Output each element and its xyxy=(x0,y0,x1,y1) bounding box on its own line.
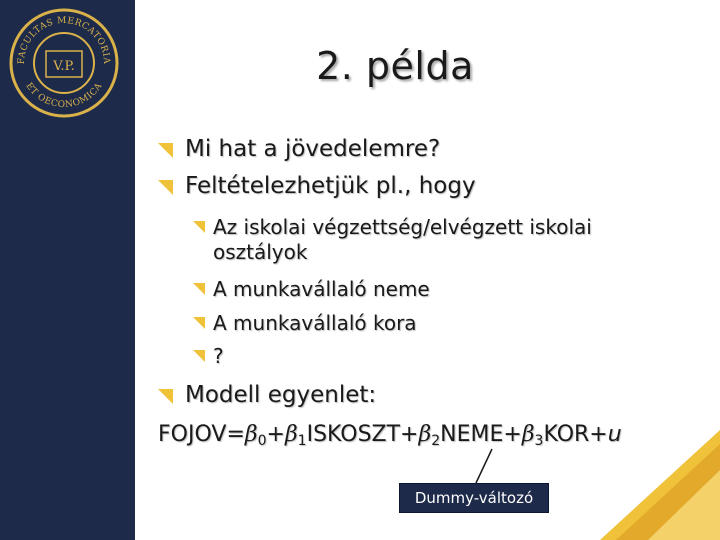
svg-text:FACULTAS MERCATORIA: FACULTAS MERCATORIA xyxy=(16,15,112,65)
sub-bullet-unknown xyxy=(193,344,653,369)
svg-text:ET OECONOMICA: ET OECONOMICA xyxy=(23,81,105,111)
bullet-arrow-icon xyxy=(193,350,205,362)
university-seal-logo xyxy=(8,7,120,119)
subscript: 2 xyxy=(431,433,441,449)
subscript: 1 xyxy=(297,433,307,449)
bullet-arrow-icon xyxy=(158,143,173,158)
beta-symbol: β xyxy=(521,422,535,447)
bullet-assumption xyxy=(158,173,476,199)
model-equation xyxy=(158,422,622,449)
bullet-text: Modell egyenlet: xyxy=(185,382,377,408)
bullet-arrow-icon xyxy=(158,389,173,404)
subscript: 3 xyxy=(534,433,544,449)
sub-bullet-age xyxy=(193,311,653,336)
bullet-question xyxy=(158,136,440,162)
sub-bullet-text: ? xyxy=(213,344,224,368)
slide-title: 2. példa xyxy=(316,44,474,88)
beta-symbol: β xyxy=(244,422,258,447)
equation-term: ISKOSZT+ xyxy=(306,422,419,447)
bullet-model xyxy=(158,382,376,408)
sub-bullet-text: A munkavállaló kora xyxy=(213,311,417,335)
sub-bullet-text: A munkavállaló neme xyxy=(213,277,430,301)
plus-sign: + xyxy=(266,422,285,447)
sub-bullet-text: Az iskolai végzettség/elvégzett iskolai osztályok xyxy=(213,215,592,264)
beta-symbol: β xyxy=(284,422,298,447)
sub-bullet-education xyxy=(193,215,653,265)
bullet-text: Mi hat a jövedelemre? xyxy=(185,136,441,162)
subscript: 0 xyxy=(257,433,267,449)
bullet-text: Feltételezhetjük pl., hogy xyxy=(185,173,476,199)
equation-lhs: FOJOV= xyxy=(158,422,245,447)
bullet-arrow-icon xyxy=(193,221,205,233)
sidebar xyxy=(0,0,135,540)
equation-term: NEME+ xyxy=(440,422,522,447)
dummy-variable-callout: Dummy-változó xyxy=(399,483,549,513)
equation-term: KOR+ xyxy=(543,422,608,447)
bullet-arrow-icon xyxy=(193,317,205,329)
bullet-arrow-icon xyxy=(193,283,205,295)
error-term: u xyxy=(607,422,622,447)
svg-text:V.P.: V.P. xyxy=(53,59,75,74)
bullet-arrow-icon xyxy=(158,180,173,195)
sub-bullet-gender xyxy=(193,277,653,302)
beta-symbol: β xyxy=(418,422,432,447)
